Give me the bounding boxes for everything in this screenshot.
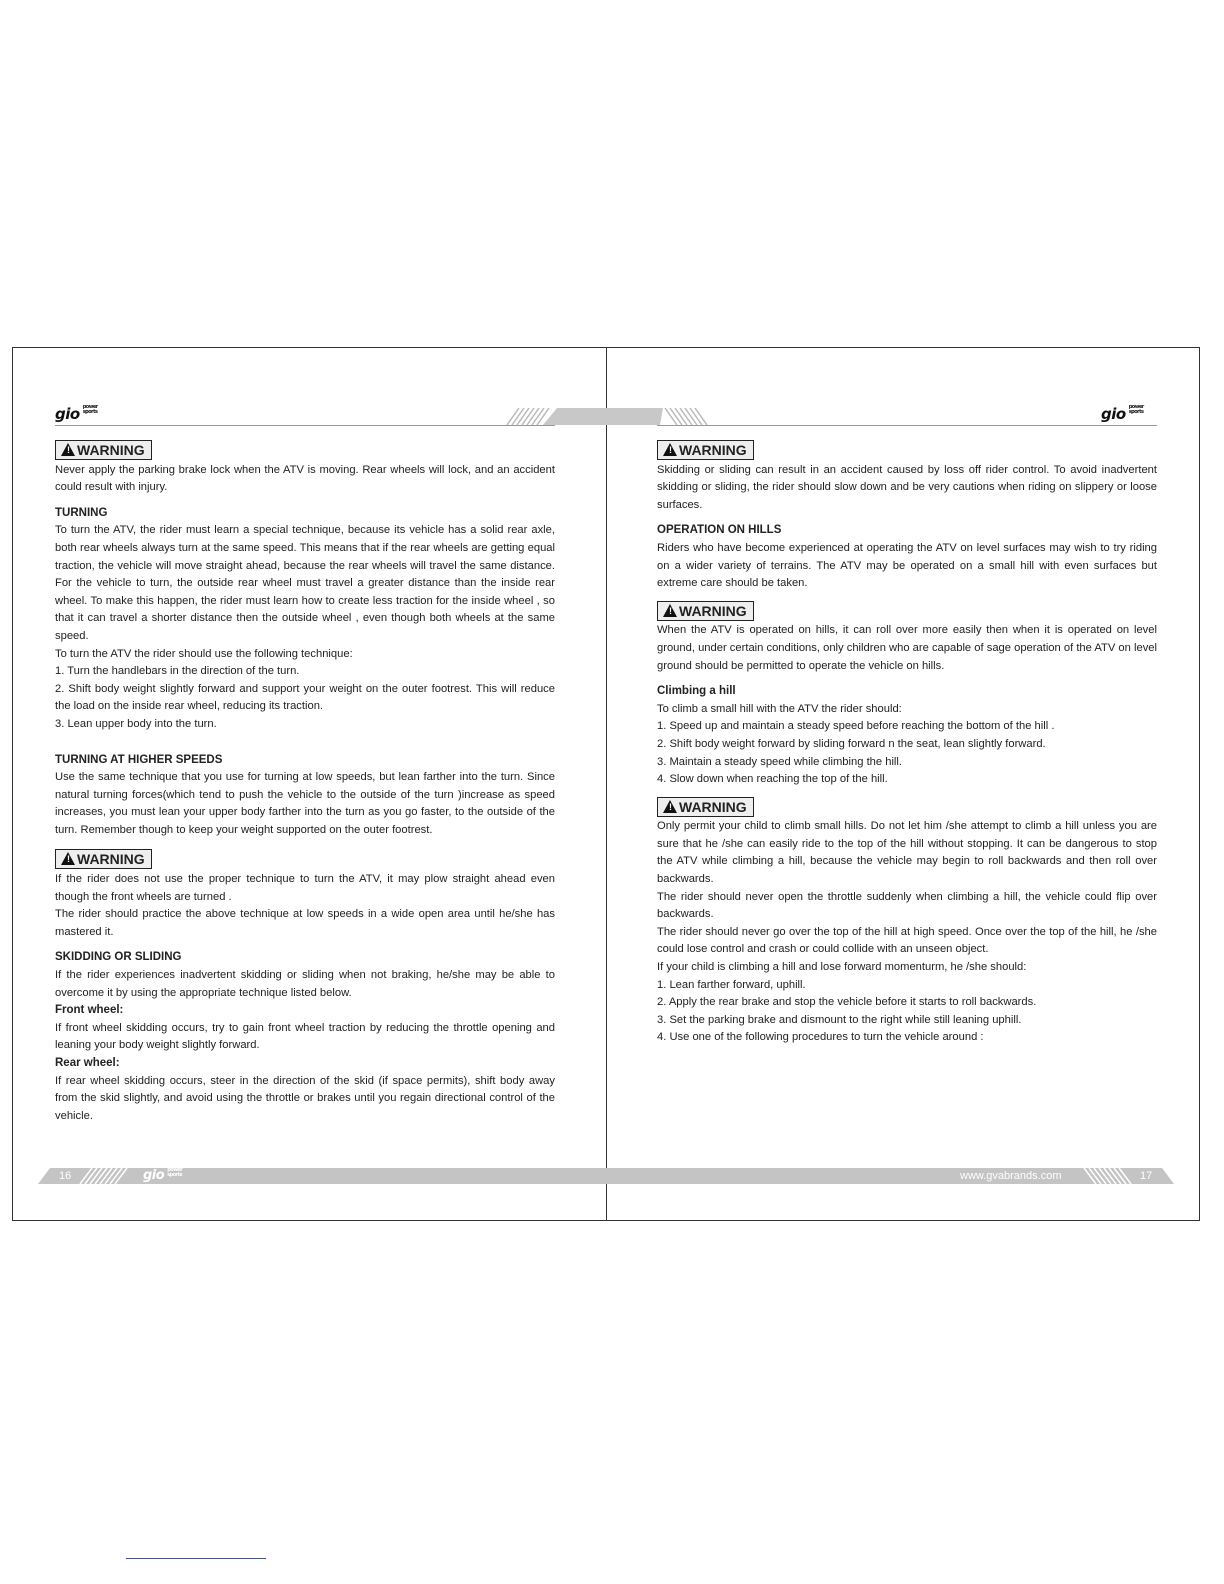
section-heading-climbing: Climbing a hill: [657, 685, 736, 698]
climbing-step-2: 2. Shift body weight forward by sliding forward n the seat, lean slightly forward.: [657, 737, 1046, 750]
climbing-step-1: 1. Speed up and maintain a steady speed before reaching the bottom of the hill .: [657, 720, 1055, 733]
warning-text: Skidding or sliding can result in an accident caused by loss off rider control. To avoid inadvertent skidding or sliding, the rider should slow down and be very cautions when riding on slippery or loose surfaces.: [657, 463, 1157, 511]
brand-logo-left: gio power sports: [55, 404, 98, 423]
warning-label: ! WARNING: [55, 849, 152, 869]
momentum-step-4: 4. Use one of the following procedures to turn the vehicle around :: [657, 1031, 984, 1044]
warning-label: ! WARNING: [55, 440, 152, 460]
turning-intro: To turn the ATV the rider should use the following technique:: [55, 647, 353, 660]
header-rule-right: [657, 425, 1157, 426]
hills-paragraph: Riders who have become experienced at operating the ATV on level surfaces may wish to try riding on a wider variety of terrains. The ATV may be operated on a small hill with even surfaces but extreme care should be taken.: [657, 541, 1157, 590]
climbing-intro: To climb a small hill with the ATV the rider should:: [657, 702, 902, 715]
section-heading-hills: OPERATION ON HILLS: [657, 524, 782, 537]
warning-text: The rider should never open the throttle suddenly when climbing a hill, the vehicle could flip over backwards.: [657, 890, 1157, 921]
subheading-rear-wheel: Rear wheel:: [55, 1057, 120, 1069]
turning-paragraph: To turn the ATV, the rider must learn a special technique, because its vehicle has a solid rear axle, both rear wheels always turn at the same speed. This means that if the rear wheels are getting equal traction, the vehicle will move straight ahead, because the rear wheels will travel the same distance. For the vehicle to turn, the outside rear wheel must travel a greater distance than the inside rear wheel. To make this happen, the rider must learn how to create less traction for the inside wheel , so that it can travel a shorter distance then the outside wheel , even though both wheels at the same speed.: [55, 524, 555, 642]
warning-triangle-icon: !: [61, 852, 75, 865]
warning-text: When the ATV is operated on hills, it can roll over more easily then when it is operated on level ground, under certain conditions, only children who are capable of sage operation of the ATV on level ground should be permitted to operate the vehicle on hills.: [657, 624, 1157, 672]
warning-text: If your child is climbing a hill and lose forward momenturm, he /she should:: [657, 961, 1027, 974]
page-divider: [606, 347, 607, 1221]
momentum-step-1: 1. Lean farther forward, uphill.: [657, 978, 806, 991]
header-rule-left: [55, 425, 555, 426]
warning-text: The rider should practice the above technique at low speeds in a wide open area until he/she has mastered it.: [55, 908, 555, 938]
momentum-step-2: 2. Apply the rear brake and stop the vehicle before it starts to roll backwards.: [657, 996, 1037, 1009]
footer-website: www.gvabrands.com: [960, 1170, 1062, 1182]
page-number-right: 17: [1140, 1170, 1153, 1182]
climbing-step-4: 4. Slow down when reaching the top of the hill.: [657, 773, 888, 786]
subheading-front-wheel: Front wheel:: [55, 1004, 124, 1017]
higher-speeds-paragraph: Use the same technique that you use for turning at low speeds, but lean farther into the turn. Since natural turning forces(which tend to push the vehicle to the outside of the turn )increase as speed increases, you must lean your upper body farther into the turn as you go faster, to the outside of the turn. Remember though to keep your weight supported on the outer footrest.: [55, 771, 555, 836]
stray-underline: [126, 1558, 266, 1559]
footer-brand-logo: gio power sports: [143, 1167, 183, 1183]
warning-triangle-icon: !: [663, 443, 677, 456]
section-heading-turning: TURNING: [55, 506, 108, 519]
warning-text: The rider should never go over the top of the hill at high speed. Once over the top of the hill, he /she could lose control and crash or could collide with an unseen object.: [657, 925, 1157, 956]
left-page: [55, 440, 555, 1125]
warning-label: ! WARNING: [657, 601, 754, 621]
turning-step-2: 2. Shift body weight slightly forward and support your weight on the outer footrest. This will reduce the load on the inside rear wheel, reducing its traction.: [55, 682, 555, 713]
page-number-left: 16: [59, 1170, 72, 1182]
turning-step-3: 3. Lean upper body into the turn.: [55, 717, 217, 730]
rear-wheel-paragraph: If rear wheel skidding occurs, steer in the direction of the skid (if space permits), shift body away from the skid slightly, and avoid using the throttle or brakes until you regain directional control of the vehicle.: [55, 1074, 555, 1122]
warning-text: Never apply the parking brake lock when the ATV is moving. Rear wheels will lock, and an accident could result with injury.: [55, 463, 555, 494]
warning-label: ! WARNING: [657, 440, 754, 460]
warning-text: If the rider does not use the proper technique to turn the ATV, it may plow straight ahead even though the front wheels are turned .: [55, 873, 555, 903]
right-page: [657, 440, 1157, 1047]
warning-triangle-icon: !: [663, 604, 677, 617]
climbing-step-3: 3. Maintain a steady speed while climbing the hill.: [657, 755, 903, 768]
turning-step-1: 1. Turn the handlebars in the direction of the turn.: [55, 665, 300, 678]
warning-label: ! WARNING: [657, 797, 754, 817]
brand-logo-right: gio power sports: [1101, 404, 1144, 423]
warning-triangle-icon: !: [663, 800, 677, 813]
section-heading-skidding: SKIDDING OR SLIDING: [55, 951, 182, 964]
warning-triangle-icon: !: [61, 443, 75, 456]
front-wheel-paragraph: If front wheel skidding occurs, try to gain front wheel traction by reducing the throttle opening and leaning your body weight slightly forward.: [55, 1021, 555, 1052]
warning-text: Only permit your child to climb small hills. Do not let him /she attempt to climb a hill unless you are sure that he /she can easily ride to the top of the hill without stopping. It can be dangerous to stop the ATV while climbing a hill, because the vehicle may begin to roll backwards and then roll over backwards.: [657, 820, 1157, 886]
header-stripe-decoration: [495, 408, 725, 425]
section-heading-higher-speeds: TURNING AT HIGHER SPEEDS: [55, 753, 223, 766]
skidding-paragraph: If the rider experiences inadvertent skidding or sliding when not braking, he/she may be able to overcome it by using the appropriate technique listed below.: [55, 969, 555, 999]
momentum-step-3: 3. Set the parking brake and dismount to the right while still leaning uphill.: [657, 1013, 1022, 1026]
